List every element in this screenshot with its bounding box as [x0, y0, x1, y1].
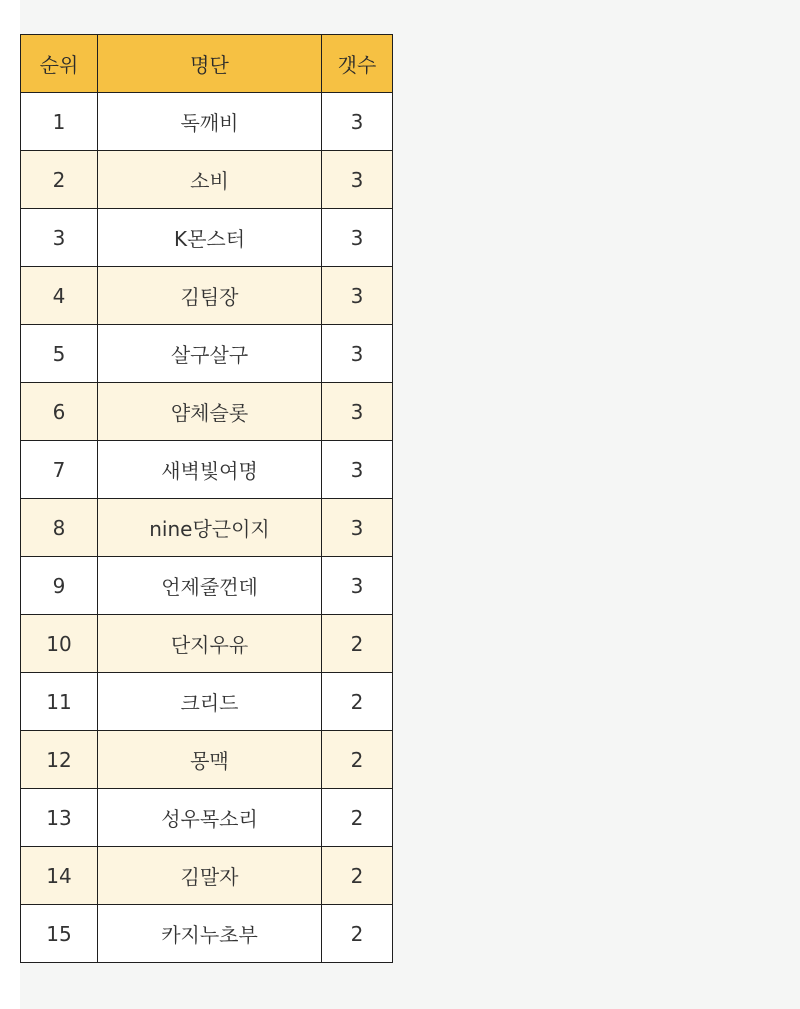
cell-name: 살구살구: [98, 325, 322, 383]
cell-rank: 15: [21, 905, 98, 963]
cell-rank: 5: [21, 325, 98, 383]
cell-rank: 8: [21, 499, 98, 557]
cell-name: 독깨비: [98, 93, 322, 151]
cell-count: 2: [322, 615, 393, 673]
cell-count: 2: [322, 789, 393, 847]
table-row: [21, 905, 393, 963]
cell-count: 3: [322, 151, 393, 209]
cell-count: 2: [322, 673, 393, 731]
cell-name: 얌체슬롯: [98, 383, 322, 441]
cell-rank: 11: [21, 673, 98, 731]
table-row: [21, 847, 393, 905]
cell-count: 2: [322, 905, 393, 963]
cell-rank: 3: [21, 209, 98, 267]
cell-name: 성우목소리: [98, 789, 322, 847]
cell-rank: 9: [21, 557, 98, 615]
cell-count: 2: [322, 731, 393, 789]
cell-count: 3: [322, 267, 393, 325]
table-body: [21, 93, 393, 963]
cell-name: 카지누초부: [98, 905, 322, 963]
cell-name: 김팀장: [98, 267, 322, 325]
cell-rank: 13: [21, 789, 98, 847]
table-row: [21, 499, 393, 557]
table-row: [21, 615, 393, 673]
cell-name: 새벽빛여명: [98, 441, 322, 499]
table-row: [21, 731, 393, 789]
cell-rank: 6: [21, 383, 98, 441]
cell-rank: 10: [21, 615, 98, 673]
cell-rank: 1: [21, 93, 98, 151]
cell-rank: 4: [21, 267, 98, 325]
table-row: [21, 557, 393, 615]
cell-name: nine당근이지: [98, 499, 322, 557]
cell-name: 언제줄껀데: [98, 557, 322, 615]
cell-name: 소비: [98, 151, 322, 209]
cell-count: 3: [322, 383, 393, 441]
cell-rank: 7: [21, 441, 98, 499]
cell-count: 3: [322, 557, 393, 615]
cell-name: 김말자: [98, 847, 322, 905]
cell-name: 몽맥: [98, 731, 322, 789]
cell-name: K몬스터: [98, 209, 322, 267]
cell-count: 3: [322, 499, 393, 557]
table-row: [21, 789, 393, 847]
cell-count: 2: [322, 847, 393, 905]
cell-rank: 2: [21, 151, 98, 209]
cell-count: 3: [322, 325, 393, 383]
cell-count: 3: [322, 441, 393, 499]
cell-name: 단지우유: [98, 615, 322, 673]
cell-count: 3: [322, 209, 393, 267]
table-header-row: [21, 35, 393, 93]
table-row: [21, 325, 393, 383]
cell-rank: 12: [21, 731, 98, 789]
cell-rank: 14: [21, 847, 98, 905]
table-row: [21, 151, 393, 209]
column-header-name: 명단: [98, 35, 322, 93]
table-row: [21, 441, 393, 499]
table-row: [21, 93, 393, 151]
table-row: [21, 673, 393, 731]
column-header-rank: 순위: [21, 35, 98, 93]
column-header-count: 갯수: [322, 35, 393, 93]
cell-count: 3: [322, 93, 393, 151]
ranking-table: [20, 34, 393, 963]
table-row: [21, 383, 393, 441]
table-row: [21, 209, 393, 267]
table-row: [21, 267, 393, 325]
cell-name: 크리드: [98, 673, 322, 731]
